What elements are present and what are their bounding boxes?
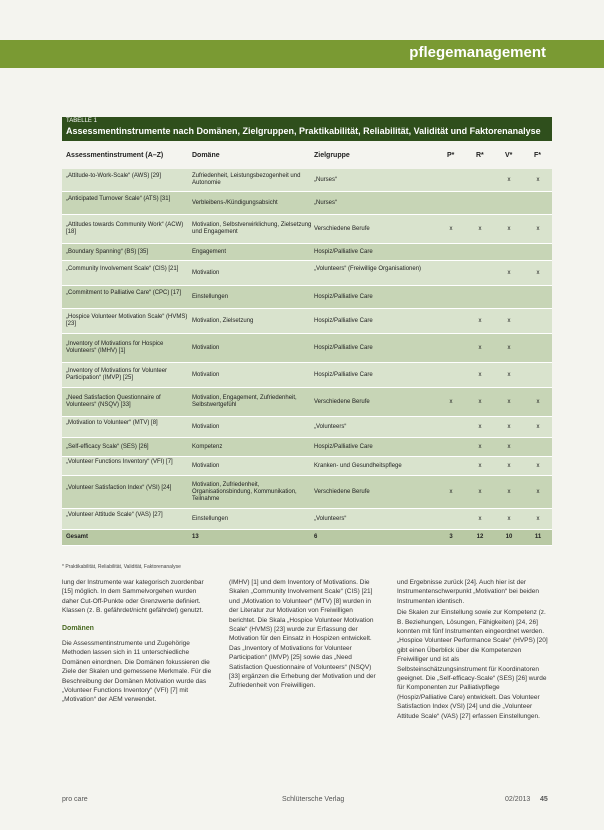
cell-f: x (536, 398, 540, 405)
cell-domain: Zufriedenheit, Leistungsbezogenheit und Autonomie (192, 173, 301, 186)
cell-target: Verschiedene Berufe (314, 225, 370, 232)
table-title-bar (62, 117, 552, 141)
cell-domain: Motivation, Zielsetzung (192, 317, 254, 324)
cell-r: x (478, 443, 482, 450)
cell-name: „Attitudes towards Community Work“ (ACW) [18] (66, 222, 184, 235)
paragraph: Die Skalen zur Einstellung sowie zur Kompetenz (z. B. Beziehungen, Lösungen, Fähigkeiten) [24, 26] konnten mit fünf Instrumenten eingeordnet werden. „Hospice Volunteer Performance Scale“ (HVPS) [20] gibt einen Überblick über die Kompetenzen Freiwilliger und ist als Selbsteinschätzungsinstrument für Koordinatoren geeignet. Die „Self-efficacy-Scale“ (SES) [26] wurde für Komponenten zur Palliativpflege (Hospiz/Palliative Care) entwickelt. Das Volunteer Satisfaction Index (VSI) [24] und die „Volunteer Attitude Scale“ (VAS) [27] erfassen Einstellungen. (397, 609, 548, 720)
table-body (62, 169, 552, 546)
table-row (62, 215, 552, 244)
cell-name: „Inventory of Motivations for Hospice Volunteers“ (IMHV) [1] (66, 341, 164, 354)
cell-f: x (536, 225, 540, 232)
paragraph: (IMHV) [1] und dem Inventory of Motivations. Die Skalen „Community Involvement Scale“ (CIS) [21] und „Motivation to Volunteer“ (MTV) [8] wurden in der Literatur zur Motivation von Freiwilligen berichtet. Die Skala „Hospice Volunteer Motivation Scale“ (HVMS) [23] wurde zur Erfassung der Motivation für den Einsatz in Hospizen entwickelt. Das „Inventory of Motivations for Volunteer Participation“ (IMVP) [25] sowie das „Need Satisfaction Questionnaire of Volunteers“ (NSQV) [33] ergänzen die Erhebung der Motivation und der Zufriedenheit von Freiwilligen. (229, 579, 376, 690)
cell-target: 6 (314, 534, 318, 540)
footer-issue: 02/2013 (505, 796, 531, 803)
text-column-3 (397, 578, 549, 723)
table-row (62, 244, 552, 261)
cell-name: „Boundary Spanning“ (BS) [35] (66, 248, 149, 255)
cell-target: „Nurses“ (314, 176, 338, 183)
col-v: V* (505, 152, 513, 159)
cell-name: „Need Satisfaction Questionnaire of Volunteers“ (NSQV) [33] (66, 395, 161, 408)
cell-domain: Motivation (192, 269, 220, 276)
cell-name: „Anticipated Turnover Scale“ (ATS) [31] (66, 196, 171, 202)
cell-v: x (507, 423, 511, 430)
cell-f: x (536, 423, 540, 430)
cell-target: Kranken- und Gesundheitspflege (314, 462, 402, 469)
page-footer (0, 794, 604, 808)
table-row (62, 286, 552, 309)
cell-domain: Motivation (192, 371, 220, 378)
cell-r: x (478, 371, 482, 378)
paragraph: lung der Instrumente war kategorisch zuordenbar [15] möglich. In dem Sammelvorgehen wurden daher Cut-Off-Punkte oder Grenzwerte definiert. Klassen (z. B. gefährdet/nicht gefährdet) genutzt. (62, 579, 204, 615)
cell-target: Hospiz/Palliative Care (314, 443, 373, 450)
cell-target: „Volunteers“ (314, 515, 347, 522)
cell-target: Hospiz/Palliative Care (314, 317, 373, 324)
cell-r: x (478, 423, 482, 430)
cell-name: „Inventory of Motivations for Volunteer Participation“ (IMVP) [25] (66, 368, 168, 381)
paragraph: und Ergebnisse zurück [24]. Auch hier ist der Instrumentenschwerpunkt „Motivation“ bei beiden Instrumenten identisch. (397, 579, 539, 605)
cell-target: Hospiz/Palliative Care (314, 344, 373, 351)
cell-target: Verschiedene Berufe (314, 488, 370, 495)
table-row (62, 438, 552, 457)
table-title: Assessmentinstrumente nach Domänen, Zielgruppen, Praktikabilität, Reliabilität, Validität und Faktorenanalyse (66, 126, 541, 136)
col-p: P* (447, 152, 455, 159)
cell-r: x (478, 225, 482, 232)
text-column-2 (229, 578, 381, 693)
cell-r: x (478, 317, 482, 324)
cell-v: x (507, 344, 511, 351)
cell-domain: Motivation (192, 462, 220, 469)
cell-name: „Hospice Volunteer Motivation Scale“ (HVMS) [23] (66, 314, 188, 327)
cell-f: x (536, 269, 540, 276)
cell-r: x (478, 515, 482, 522)
cell-v: x (507, 225, 511, 232)
col-target: Zielgruppe (314, 152, 350, 159)
cell-f: x (536, 488, 540, 495)
cell-f: 11 (534, 534, 542, 540)
col-instrument: Assessmentinstrument (A–Z) (66, 152, 164, 159)
footer-publisher: Schlütersche Verlag (282, 796, 345, 803)
cell-p: x (449, 488, 453, 495)
cell-f: x (536, 462, 540, 469)
cell-name: „Self-efficacy Scale“ (SES) [26] (66, 443, 149, 450)
cell-name: Gesamt (66, 534, 89, 540)
table-row (62, 169, 552, 192)
section-title: pflegemanagement (409, 44, 546, 61)
cell-v: 10 (505, 534, 513, 540)
cell-p: x (449, 225, 453, 232)
cell-domain: Engagement (192, 248, 227, 255)
table-row (62, 334, 552, 363)
cell-domain: Kompetenz (192, 443, 223, 450)
cell-v: x (507, 398, 511, 405)
cell-r: x (478, 398, 482, 405)
cell-domain: Motivation, Zufriedenheit, Organisationsbindung, Kommunikation, Teilnahme (192, 481, 297, 502)
table-row (62, 309, 552, 334)
table-footnote: * Praktikabilität, Reliabilität, Validität, Faktorenanalyse (62, 564, 181, 570)
table-row (62, 509, 552, 530)
cell-domain: Verbleibens-/Kündigungsabsicht (192, 199, 278, 206)
cell-r: x (478, 462, 482, 469)
cell-name: „Volunteer Functions Inventory“ (VFI) [7] (66, 459, 173, 465)
cell-domain: 13 (192, 534, 199, 540)
cell-name: „Commitment to Palliative Care“ (CPC) [17] (66, 290, 182, 296)
cell-v: x (507, 462, 511, 469)
footer-magazine: pro care (62, 796, 88, 803)
table-row (62, 192, 552, 215)
cell-target: „Nurses“ (314, 199, 338, 206)
cell-domain: Motivation, Selbstverwirklichung, Zielsetzung und Engagement (192, 222, 312, 235)
col-domain: Domäne (192, 152, 220, 159)
cell-name: „Community Involvement Scale“ (CIS) [21] (66, 266, 179, 272)
col-r: R* (476, 152, 484, 159)
cell-v: x (507, 371, 511, 378)
table-row (62, 476, 552, 509)
cell-target: Hospiz/Palliative Care (314, 371, 373, 378)
cell-r: x (478, 344, 482, 351)
table-row (62, 417, 552, 438)
cell-target: Hospiz/Palliative Care (314, 293, 373, 300)
table-row (62, 363, 552, 388)
cell-v: x (507, 443, 511, 450)
cell-v: x (507, 317, 511, 324)
cell-r: x (478, 488, 482, 495)
table-total-row (62, 530, 552, 546)
cell-name: „Attitude-to-Work-Scale“ (AWS) [29] (66, 173, 162, 179)
cell-f: x (536, 515, 540, 522)
cell-target: „Volunteers“ (Freiwillige Organisationen) (314, 266, 422, 272)
cell-f: x (536, 176, 540, 183)
table-row (62, 457, 552, 476)
cell-domain: Motivation (192, 344, 220, 351)
section-heading: Domänen (62, 624, 94, 632)
text-column-1 (62, 578, 212, 707)
cell-target: „Volunteers“ (314, 423, 347, 430)
cell-name: „Volunteer Satisfaction Index“ (VSI) [24] (66, 485, 172, 491)
cell-domain: Einstellungen (192, 515, 229, 522)
table-row (62, 261, 552, 286)
table-row (62, 388, 552, 417)
cell-p: 3 (449, 534, 453, 540)
table-label: TABELLE 1 (66, 118, 97, 124)
cell-domain: Motivation, Engagement, Zufriedenheit, Selbstwertgefühl (192, 395, 297, 408)
cell-v: x (507, 269, 511, 276)
cell-v: x (507, 488, 511, 495)
paragraph: Die Assessmentinstrumente und Zugehörige Methoden lassen sich in 11 unterschiedliche Domänen einordnen. Die Domänen fokussieren die Ziele der Skalen und gemessene Merkmale. Für die Beschreibung der Domänen Motivation wurde das „Volunteer Functions Inventory“ (VFI) [7] mit „Motivation“ der AEM verwendet. (62, 640, 212, 704)
cell-name: „Volunteer Attitude Scale“ (VAS) [27] (66, 512, 163, 518)
cell-r: 12 (476, 534, 484, 540)
cell-target: Hospiz/Palliative Care (314, 248, 373, 255)
cell-v: x (507, 515, 511, 522)
table-column-header (62, 143, 552, 170)
col-f: F* (534, 152, 541, 159)
cell-target: Verschiedene Berufe (314, 398, 370, 405)
cell-p: x (449, 398, 453, 405)
cell-domain: Einstellungen (192, 293, 229, 300)
cell-domain: Motivation (192, 423, 220, 430)
cell-v: x (507, 176, 511, 183)
section-banner (0, 40, 604, 68)
cell-name: „Motivation to Volunteer“ (MTV) [8] (66, 420, 158, 426)
page-number: 45 (540, 796, 548, 803)
